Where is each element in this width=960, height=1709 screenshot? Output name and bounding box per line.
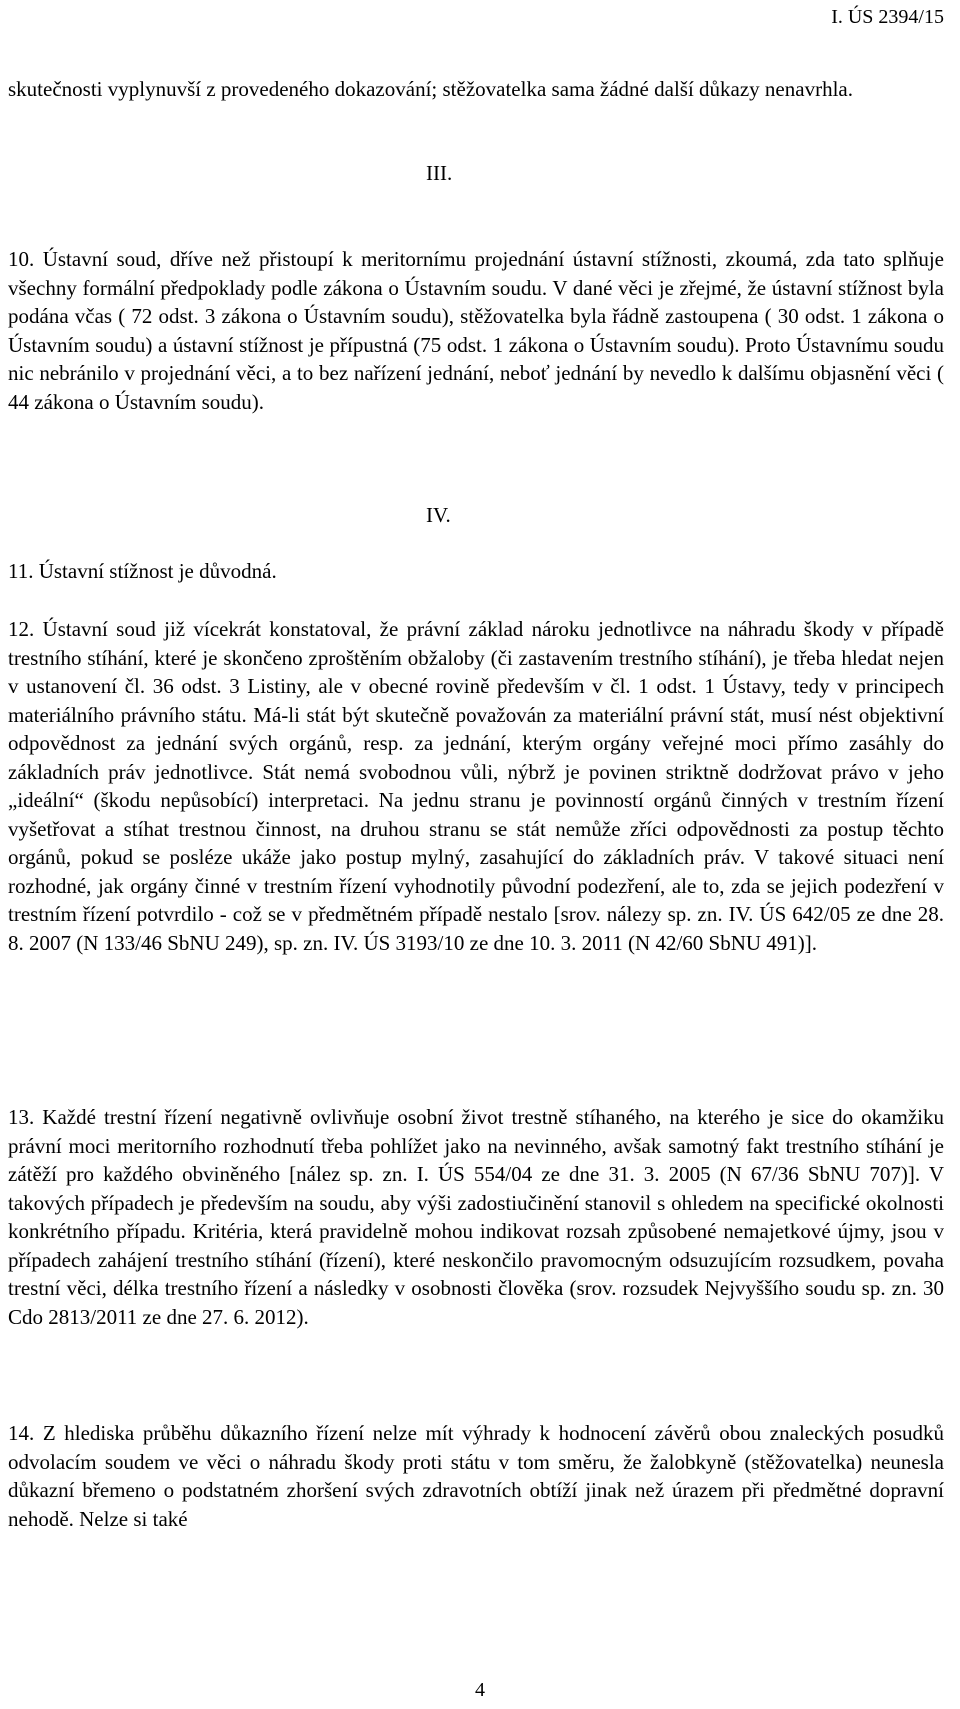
paragraph-text: 11. Ústavní stížnost je důvodná. (8, 559, 277, 583)
paragraph-10 (8, 245, 944, 416)
section-heading-iii: III. (426, 161, 453, 185)
paragraph-13 (8, 1103, 944, 1331)
paragraph-11 (8, 557, 944, 586)
case-number-header: I. ÚS 2394/15 (831, 6, 944, 28)
section-heading-iv: IV. (426, 503, 451, 527)
paragraph-text: 12. Ústavní soud již vícekrát konstatoval, že právní základ nároku jednotlivce na náhradu škody v případě trestního stíhání, které je skončeno zproštěním obžaloby (či zastavením trestního stíhání), je třeba hledat nejen v ustanovení čl. 36 odst. 3 Listiny, ale v obecné rovině především v čl. 1 odst. 1 Ústavy, tedy v principech materiálního právního státu. Má-li stát být skutečně považován za materiální právní stát, musí nést objektivní odpovědnost za jednání svých orgánů, resp. za jednání, kterým orgány veřejné moci přímo zasáhly do základních práv jednotlivce. Stát nemá svobodnou vůli, nýbrž je povinen striktně dodržovat právo v jeho „ideální“ (škodu nepůsobící) interpretaci. Na jednu stranu je povinností orgánů činných v trestním řízení vyšetřovat a stíhat trestnou činnost, na druhou stranu se stát nemůže zříci odpovědnosti za postup těchto orgánů, pokud se posléze ukáže jako postup mylný, zasahující do základních práv. V takové situaci není rozhodné, jak orgány činné v trestním řízení vyhodnotily původní podezření, ale to, zda se jejich podezření v trestním řízení potvrdilo - což se v předmětném případě nestalo [srov. nálezy sp. zn. IV. ÚS 642/05 ze dne 28. 8. 2007 (N 133/46 SbNU 249), sp. zn. IV. ÚS 3193/10 ze dne 10. 3. 2011 (N 42/60 SbNU 491)]. (8, 617, 944, 955)
paragraph-text: 14. Z hlediska průběhu důkazního řízení nelze mít výhrady k hodnocení závěrů obou znaleckých posudků odvolacím soudem ve věci o náhradu škody proti státu v tom směru, že žalobkyně (stěžovatelka) neunesla důkazní břemeno o podstatném zhoršení svých zdravotních obtíží jinak než úrazem při předmětné dopravní nehodě. Nelze si také (8, 1421, 944, 1531)
paragraph-intro (8, 75, 944, 104)
page-number: 4 (475, 1679, 485, 1701)
paragraph-text: 13. Každé trestní řízení negativně ovlivňuje osobní život trestně stíhaného, na kterého je sice do okamžiku právní moci meritorního rozhodnutí třeba pohlížet jako na nevinného, avšak samotný fakt trestního stíhání je zátěží pro každého obviněného [nález sp. zn. I. ÚS 554/04 ze dne 31. 3. 2005 (N 67/36 SbNU 707)]. V takových případech je především na soudu, aby výši zadostiučinění stanovil s ohledem na specifické okolnosti konkrétního případu. Kritéria, která pravidelně mohou indikovat rozsah způsobené nemajetkové újmy, jsou v případech zahájení trestního stíhání (řízení), které neskončilo pravomocným odsuzujícím rozsudkem, povaha trestní věci, délka trestního řízení a následky v osobnosti člověka (srov. rozsudek Nejvyššího soudu sp. zn. 30 Cdo 2813/2011 ze dne 27. 6. 2012). (8, 1105, 944, 1329)
paragraph-12 (8, 615, 944, 957)
paragraph-text: skutečnosti vyplynuvší z provedeného dokazování; stěžovatelka sama žádné další důkazy nenavrhla. (8, 77, 853, 101)
paragraph-14 (8, 1419, 944, 1533)
paragraph-text: 10. Ústavní soud, dříve než přistoupí k meritornímu projednání ústavní stížnosti, zkoumá, zda tato splňuje všechny formální předpoklady podle zákona o Ústavním soudu. V dané věci je zřejmé, že ústavní stížnost byla podána včas ( 72 odst. 3 zákona o Ústavním soudu), stěžovatelka byla řádně zastoupena ( 30 odst. 1 zákona o Ústavním soudu) a ústavní stížnost je přípustná (75 odst. 1 zákona o Ústavním soudu). Proto Ústavnímu soudu nic nebránilo v projednání věci, a to bez nařízení jednání, neboť jednání by nevedlo k dalšímu objasnění věci ( 44 zákona o Ústavním soudu). (8, 247, 944, 414)
